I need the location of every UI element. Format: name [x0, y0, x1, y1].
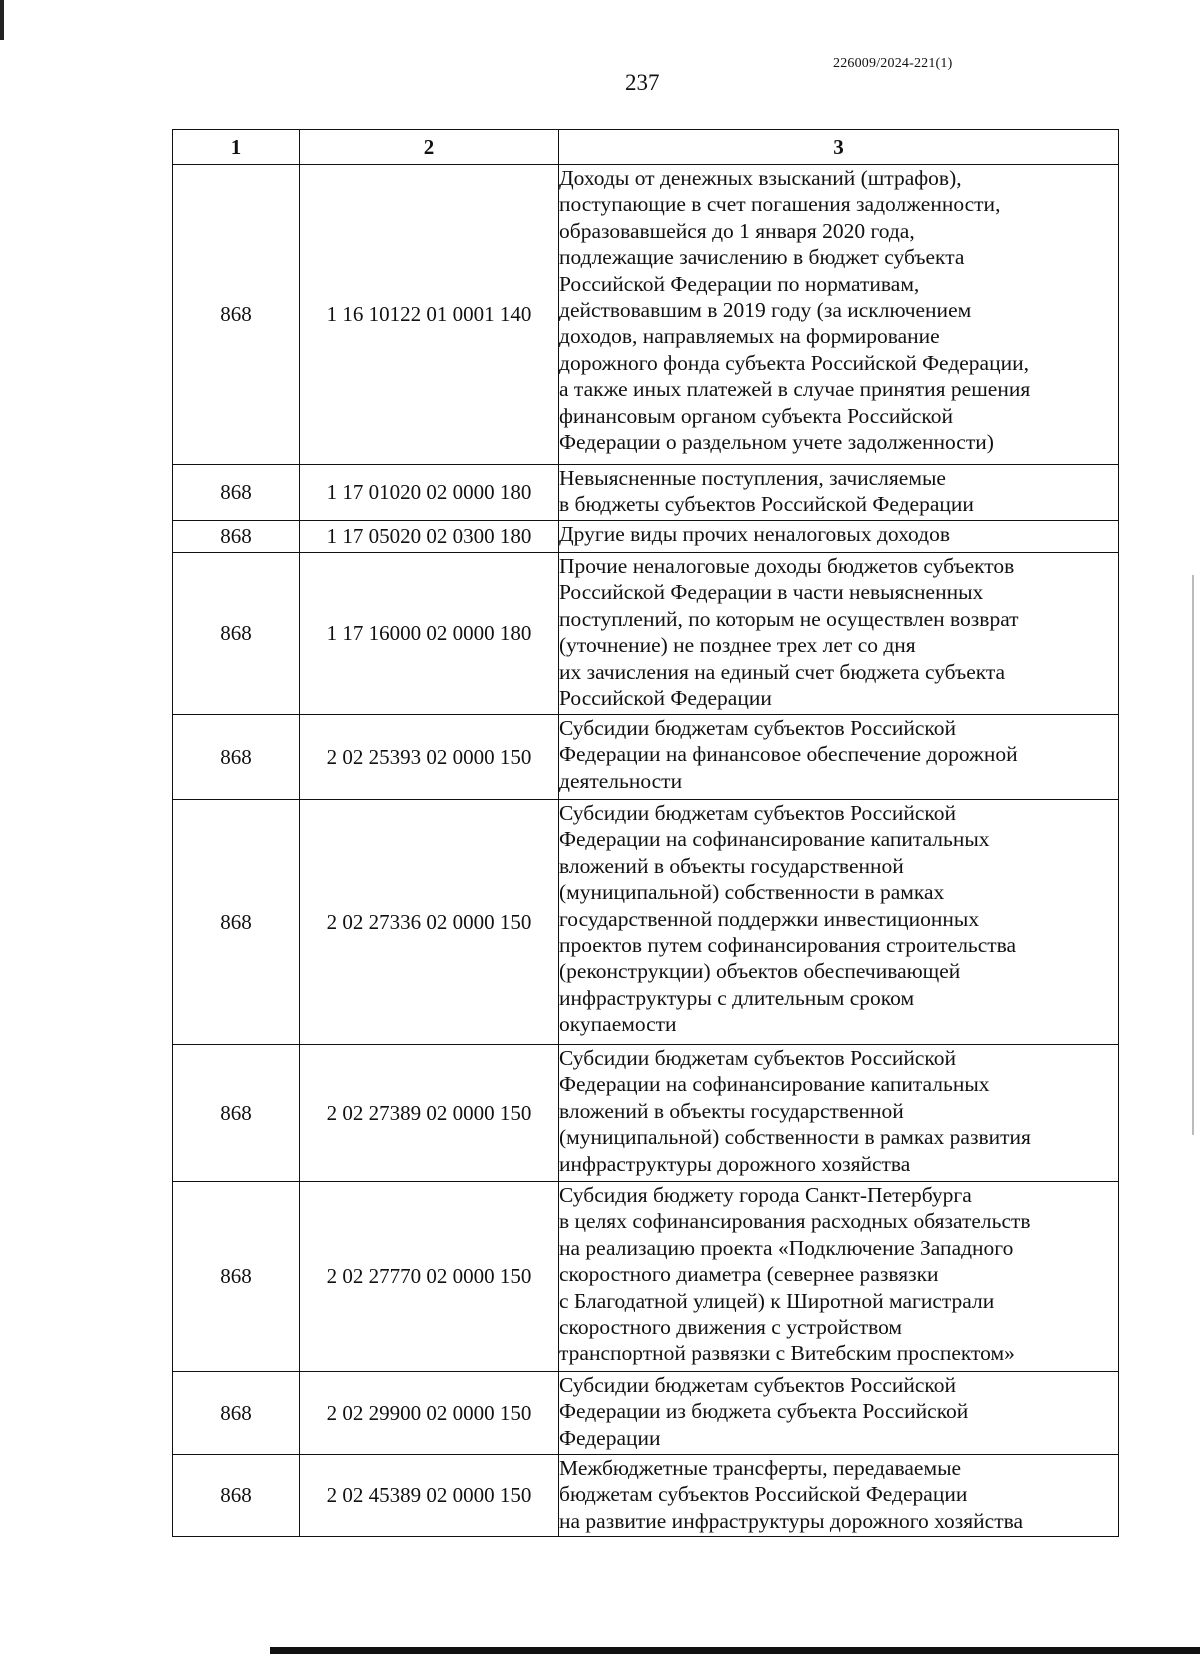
- table-row: [173, 553, 1119, 715]
- admin-code-cell: 868: [173, 553, 300, 715]
- admin-code-cell: 868: [173, 465, 300, 521]
- page-number: 237: [625, 70, 660, 95]
- table-row: [173, 1045, 1119, 1182]
- admin-code-cell: 868: [173, 1372, 300, 1455]
- description-cell: [559, 1455, 1119, 1537]
- description-text: Субсидии бюджетам субъектов Российской Федерации на софинансирование капитальных вложений в объекты государственной (муниципальной) собственности в рамках государственной поддержки инвестиционных проектов путем софинансирования строительства (реконструкции) объектов обеспечивающей инфраструктуры с длительным сроком окупаемости: [559, 801, 1017, 1037]
- budget-code-cell: 2 02 27770 02 0000 150: [300, 1182, 559, 1372]
- description-cell: [559, 1372, 1119, 1455]
- description-text: Субсидия бюджету города Санкт-Петербурга в целях софинансирования расходных обязательств на реализацию проекта «Подключение Западного скоростного диаметра (севернее развязки с Благодатной улицей) к Широтной магистрали скоростного движения с устройством транспортной развязки с Витебским проспектом»: [559, 1183, 1031, 1366]
- admin-code-cell: 868: [173, 715, 300, 800]
- budget-code-cell: 2 02 29900 02 0000 150: [300, 1372, 559, 1455]
- description-cell: [559, 521, 1119, 553]
- admin-code-cell: 868: [173, 1045, 300, 1182]
- document-number: 226009/2024-221(1): [833, 56, 953, 71]
- description-text: Межбюджетные трансферты, передаваемые бюджетам субъектов Российской Федерации на развитие инфраструктуры дорожного хозяйства: [559, 1456, 1024, 1533]
- budget-code-cell: 2 02 25393 02 0000 150: [300, 715, 559, 800]
- admin-code-cell: 868: [173, 1455, 300, 1537]
- table-row: [173, 1182, 1119, 1372]
- budget-code-cell: 1 17 01020 02 0000 180: [300, 465, 559, 521]
- table-row: [173, 715, 1119, 800]
- description-cell: [559, 1182, 1119, 1372]
- budget-code-cell: 2 02 27336 02 0000 150: [300, 800, 559, 1045]
- description-text: Субсидии бюджетам субъектов Российской Федерации на финансовое обеспечение дорожной деятельности: [559, 716, 1018, 793]
- table-row: [173, 1455, 1119, 1537]
- scan-edge-mark: [0, 0, 4, 40]
- scan-edge-line: [1192, 575, 1194, 1135]
- description-cell: [559, 165, 1119, 465]
- budget-classification-table: [172, 129, 1119, 1537]
- description-text: Прочие неналоговые доходы бюджетов субъектов Российской Федерации в части невыясненных поступлений, по которым не осуществлен возврат (уточнение) не позднее трех лет со дня их зачисления на единый счет бюджета субъекта Российской Федерации: [559, 554, 1019, 711]
- admin-code-cell: 868: [173, 800, 300, 1045]
- description-cell: [559, 715, 1119, 800]
- budget-code-cell: 2 02 27389 02 0000 150: [300, 1045, 559, 1182]
- description-cell: [559, 465, 1119, 521]
- table-row: [173, 165, 1119, 465]
- description-text: Другие виды прочих неналоговых доходов: [559, 522, 951, 546]
- table-row: [173, 1372, 1119, 1455]
- description-text: Невыясненные поступления, зачисляемые в бюджеты субъектов Российской Федерации: [559, 466, 974, 517]
- description-cell: [559, 800, 1119, 1045]
- admin-code-cell: 868: [173, 521, 300, 553]
- table-row: [173, 465, 1119, 521]
- description-text: Доходы от денежных взысканий (штрафов), поступающие в счет погашения задолженности, образовавшейся до 1 января 2020 года, подлежащие зачислению в бюджет субъекта Российской Федерации по нормативам, действовавшим в 2019 году (за исключением доходов, направляемых на формирование дорожного фонда субъекта Российской Федерации, а также иных платежей в случае принятия решения финансовым органом субъекта Российской Федерации о раздельном учете задолженности): [559, 166, 1031, 455]
- budget-code-cell: 1 16 10122 01 0001 140: [300, 165, 559, 465]
- budget-code-cell: 2 02 45389 02 0000 150: [300, 1455, 559, 1537]
- table-row: [173, 521, 1119, 553]
- budget-code-cell: 1 17 05020 02 0300 180: [300, 521, 559, 553]
- admin-code-cell: 868: [173, 165, 300, 465]
- table-row: [173, 800, 1119, 1045]
- table-header-row: [173, 130, 1119, 165]
- column-header-2: 2: [300, 130, 559, 165]
- description-text: Субсидии бюджетам субъектов Российской Федерации на софинансирование капитальных вложений в объекты государственной (муниципальной) собственности в рамках развития инфраструктуры дорожного хозяйства: [559, 1046, 1031, 1176]
- description-cell: [559, 553, 1119, 715]
- description-text: Субсидии бюджетам субъектов Российской Федерации из бюджета субъекта Российской Федерации: [559, 1373, 969, 1450]
- description-cell: [559, 1045, 1119, 1182]
- column-header-3: 3: [559, 130, 1119, 165]
- column-header-1: 1: [173, 130, 300, 165]
- budget-code-cell: 1 17 16000 02 0000 180: [300, 553, 559, 715]
- admin-code-cell: 868: [173, 1182, 300, 1372]
- scan-bottom-edge: [270, 1647, 1200, 1654]
